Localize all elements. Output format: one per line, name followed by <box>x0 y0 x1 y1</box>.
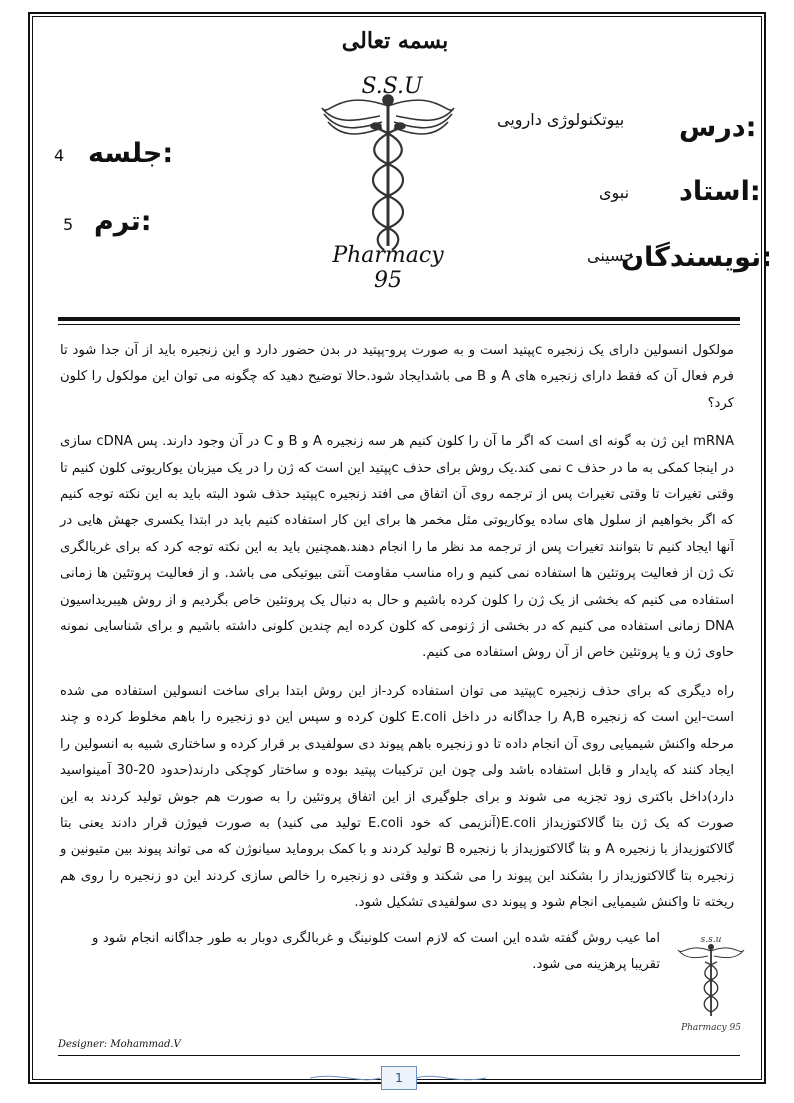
teacher-value: نبوی <box>599 183 630 202</box>
small-logo-top-text: s.s.u <box>700 935 722 945</box>
caduceus-logo-small <box>676 930 746 1036</box>
page-heading: بسمه تعالی <box>341 28 449 54</box>
designer-credit: Designer: Mohammad.V <box>58 1039 181 1050</box>
course-value: بیوتکنولوژی دارویی <box>497 110 625 129</box>
paragraph: راه دیگری که برای حذف زنجیره cپپتید می توان استفاده کرد-از این روش ابتدا برای ساخت انسولین استفاده می شده است-این است که زنجیره A,B را جداگانه در داخل E.coli کلون کرده و سپس این دو زنجیره را باهم مخلوط کرده و چند مرحله واکنش شیمیایی روی آن انجام داده تا دو زنجیره باهم پیوند دی سولفیدی بر قرار کرده و ساختاری شبیه به انسولین را ایجاد کنند که پایدار و قابل استفاده باشد ولی چون این ترکیبات پپتید بوده و ساختار کوچکی دارند(حدود 20-30 آمینواسید دارد)داخل باکتری زود تجزیه می شوند و برای جلوگیری از این اتفاق پروتئین را به صورت هم جوش تولید کردند به این صورت که یک ژن بتا گالاکتوزیداز E.coli(آنزیمی که خود E.coli تولید می کنید) به صورت فیوژن قرار دادند یعنی بتا گالاکتوزیداز با زنجیره A و بتا گالاکتوزیداز با زنجیره B تولید کردند و با کمک بروماید سیانوژن که می تواند پیوند بین متیونین و زنجیره بتا گالاکتوزیداز را بشکند این پیوند را می شکند و وقتی دو زنجیره را خالص سازی کردند این دو زنجیره را روی هم ریخته تا واکنش شیمیایی انجام شود و پیوند دی سولفیدی تشکیل شود. <box>60 683 734 911</box>
page-number: 1 <box>381 1066 417 1090</box>
logo-bottom-text: Pharmacy 95 <box>332 243 444 293</box>
small-logo-bottom-text: Pharmacy 95 <box>681 1023 741 1033</box>
course-label: درس: <box>679 112 757 143</box>
authors-value: حسینی <box>587 246 635 265</box>
paragraph: مولکول انسولین دارای یک زنجیره cپپتید است و به صورت پرو-پپتید در بدن حضور دارد و این زنجیره باید از آن جدا شود تا فرم فعال آن که فقط دارای زنجیره های A و B می باشدایجاد شود.حالا توضیح دهید که چگونه می توان این مولکول را کلون کرد؟ <box>60 343 734 411</box>
session-value: 4 <box>54 146 65 165</box>
logo-top-text: S.S.U <box>361 74 423 99</box>
session-label: جلسه: <box>88 138 174 169</box>
footer-divider <box>58 1055 740 1056</box>
teacher-label: استاد: <box>679 176 761 207</box>
header-divider <box>58 317 740 321</box>
closing-paragraph: اما عیب روش گفته شده این است که لازم است کلونینگ و غربالگری دوبار به طور جداگانه انجام شود و تقریبا پرهزینه می شود. <box>92 931 660 973</box>
header-divider-thin <box>58 324 740 325</box>
term-value: 5 <box>63 215 74 234</box>
body-text <box>60 338 734 929</box>
term-label: ترم: <box>94 206 152 237</box>
paragraph: mRNA این ژن به گونه ای است که اگر ما آن را کلون کنیم هر سه زنجیره A و B و C در آن وجود دارند. پس cDNA سازی در اینجا کمکی به ما در حذف c نمی کند.یک روش برای حذف cپپتید این است که ژن را در یک میزبان یوکاریوتی کلون کنیم تا وقتی تغیرات تا وقتی تغیرات پس از ترجمه روی آن اتفاق می افتد زنجیره cپپتید حذف شود البته باید به این نکته توجه کنیم که اگر بخواهیم از سلول های ساده یوکاریوتی مثل مخمر ها برای این کار استفاده کنیم باید در ابتدا یکسری جهش هایی در آنها ایجاد کنیم تا بتوانند تغیرات پس از ترجمه مد نظر ما را انجام دهند.همچنین باید به این نکته توجه کرد که برای غربالگری تک ژن از فعالیت پروتئین ها استفاده نمی کنیم و راه مناسب مقاومت آنتی بیوتیکی می باشد. و از فعالیت پروتئین ها زمانی استفاده می کنیم که بخشی از یک ژن را کلون کرده باشیم و حال به دنبال یک پروتئین خاص بگردیم و از روش هیبریداسیون DNA زمانی استفاده می کنیم که در بخشی از ژنومی که کلون کرده ایم چندین کلونی داشته باشیم و برای شناسایی نمونه حاوی ژن و یا پروتئین خاص از آن روش استفاده می کنیم. <box>60 434 734 661</box>
authors-label: نویسندگان: <box>621 242 772 273</box>
